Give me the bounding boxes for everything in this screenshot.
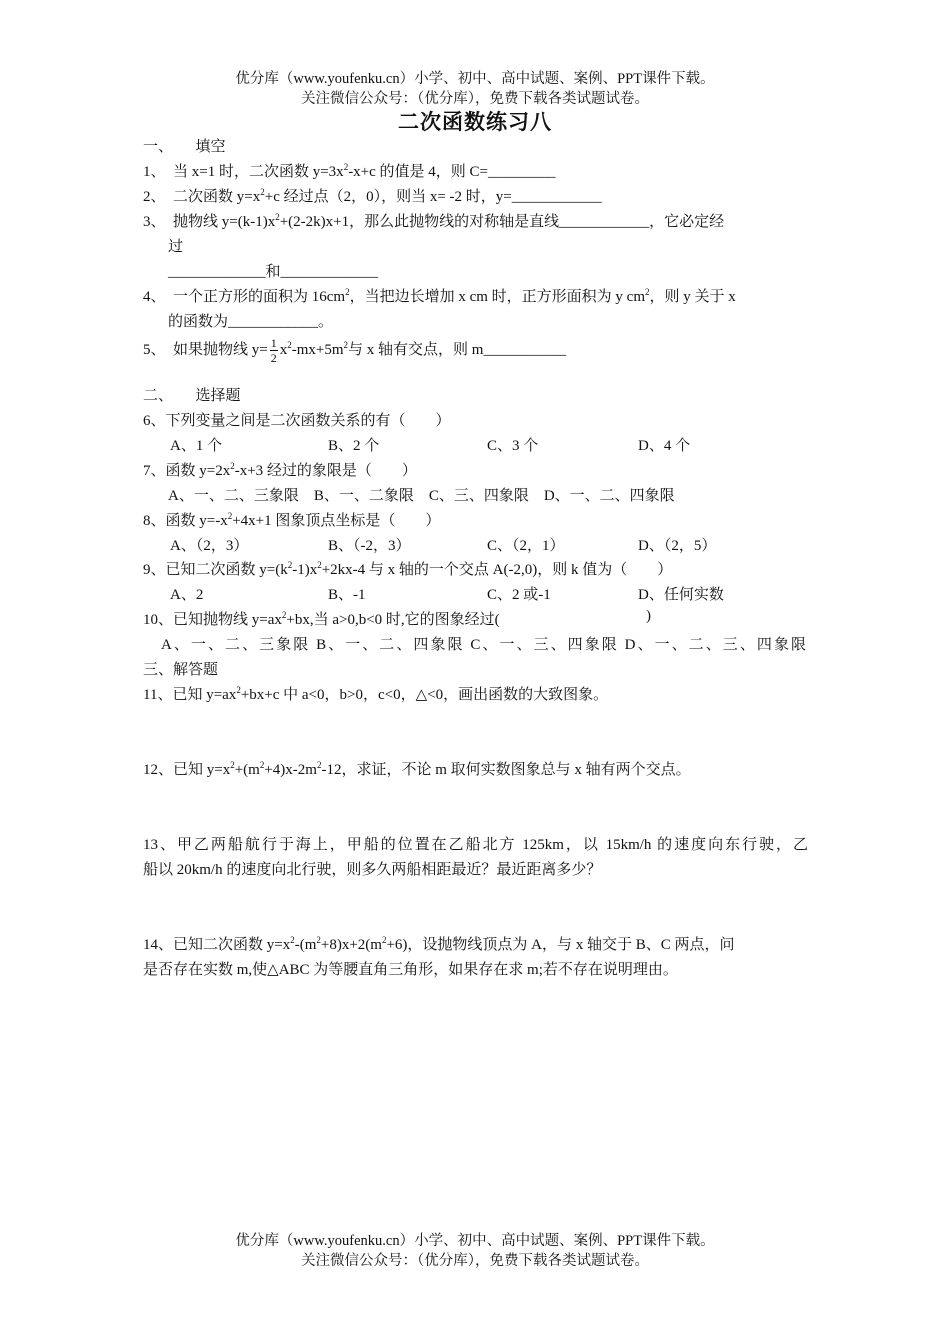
question-6: 6、下列变量之间是二次函数关系的有（ ） [143,413,451,429]
section-answer-heading: 三、解答题 [143,662,219,678]
option-d: D、（2，5） [638,538,717,554]
header-line-2: 关注微信公众号：（优分库），免费下载各类试题试卷。 [301,91,649,107]
question-8: 8、函数 $y=-x^2+4x+1$ 图象顶点坐标是（ ） [143,511,441,529]
option-b: B、（-2，3） [328,538,411,554]
question-10: 10、已知抛物线 $y=ax^2+bx$,当 a>0,b<0 时,它的图象经过( [143,610,500,628]
header-line-1: 优分库（www.youfenku.cn）小学、初中、高中试题、案例、PPT课件下载。 [235,71,715,87]
footer-line-1: 优分库（www.youfenku.cn）小学、初中、高中试题、案例、PPT课件下载。 [235,1233,715,1249]
question-14-cont: 是否存在实数 m,使△ABC 为等腰直角三角形，如果存在求 m;若不存在说明理由。 [143,962,678,978]
option-d: D、任何实数 [638,587,724,603]
option-a: A、（2，3） [170,538,249,554]
question-11: 11、已知 $y=ax^2+bx+c$ 中 a<0，b>0，c<0，△<0，画出函数的大致图象。 [143,685,609,703]
question-12: 12、已知 $y=x^2+(m^2+4)x-2m^2-12$，求证，不论 m 取何实数图象总与 x 轴有两个交点。 [143,760,691,778]
question-1: 1、 当 x=1 时，二次函数 $y=3x^2-x+c$ 的值是 4，则 C=_________ [143,162,556,180]
question-13: 13、甲乙两船航行于海上，甲船的位置在乙船北方 125km，以 15km/h 的速度向东行驶，乙 [143,837,808,853]
section-choice-heading: 二、 选择题 [143,388,241,404]
question-7: 7、函数 $y=2x^2-x+3$ 经过的象限是（ ） [143,461,417,479]
question-10-close-paren: ) [646,608,651,624]
question-2: 2、 二次函数 $y=x^2+c$ 经过点（2，0），则当 x= -2 时，y=____________ [143,187,602,205]
option-c: C、2 或-1 [487,587,551,603]
footer-line-2: 关注微信公众号：（优分库），免费下载各类试题试卷。 [301,1253,649,1269]
section-fill-heading: 一、 填空 [143,139,226,155]
option-b: B、-1 [328,587,366,603]
option-a: A、2 [170,587,204,603]
option-a: A、1 个 [170,438,223,454]
question-5: 5、 如果抛物线 y= $\frac{1}{2}$ $x^2-mx+5m^2$与 x 轴有交点，则 m___________ [143,336,566,365]
question-14: 14、已知二次函数 $y=x^2-(m^2+8)x+2(m^2+6)$，设抛物线顶点为 A，与 x 轴交于 B、C 两点，问 [143,935,735,953]
option-d: D、4 个 [638,438,691,454]
fraction-one-half: $\frac{1}{2}$ [270,336,277,365]
option-c: C、（2，1） [487,538,565,554]
question-7-options: A、一、二、三象限 B、一、二象限 C、三、四象限 D、一、二、四象限 [168,488,675,504]
page-title: 二次函数练习八 [398,110,552,134]
question-4: 4、 一个正方形的面积为 $16cm^2$，当把边长增加 x cm 时，正方形面积为 y $cm^2$，则 y 关于 x [143,287,736,305]
question-3-blanks: _____________和_____________ [168,264,379,280]
option-c: C、3 个 [487,438,539,454]
question-4-cont: 的函数为____________。 [168,314,334,330]
question-10-options: A、一、二、三象限 B、一、二、四象限 C、一、三、四象限 D、一、二、三、四象限 [161,637,806,653]
question-3: 3、 抛物线 $y=(k-1)x^2+(2-2k)x+1$，那么此抛物线的对称轴是直线____________，它必定经 [143,212,725,230]
question-3-cont: 过 [168,239,184,255]
question-9: 9、已知二次函数 $y=(k^2-1)x^2+2kx-4$ 与 x 轴的一个交点 A(-2,0)，则 k 值为（ ） [143,560,673,578]
question-13-cont: 船以 20km/h 的速度向北行驶，则多久两船相距最近？最近距离多少？ [143,862,602,878]
option-b: B、2 个 [328,438,380,454]
